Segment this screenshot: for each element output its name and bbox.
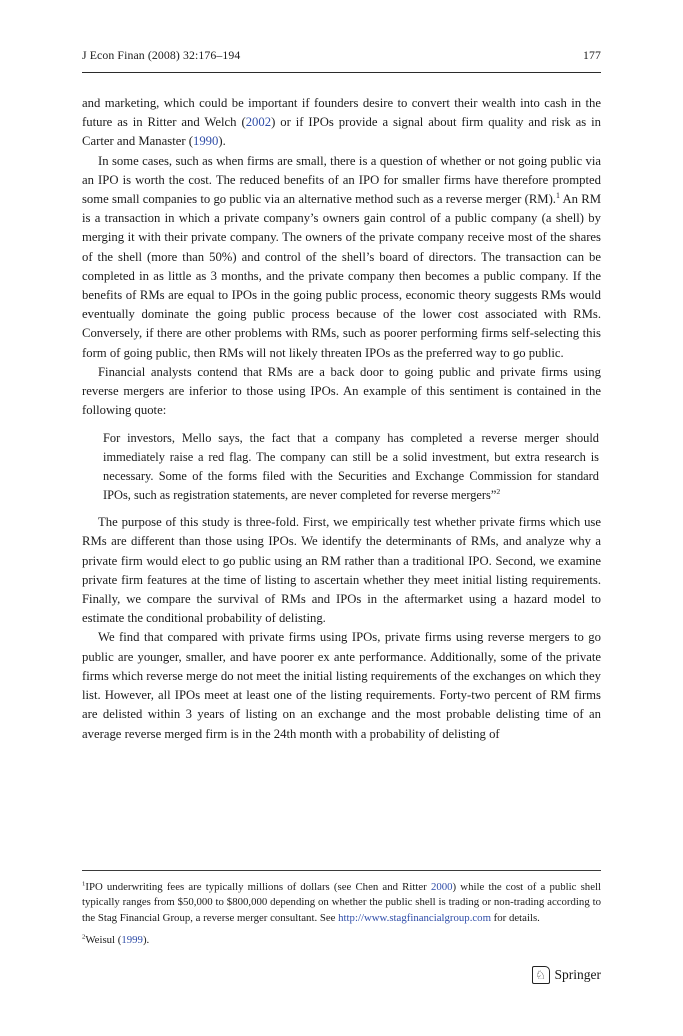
citation-link[interactable]: http://www.stagfinancialgroup.com xyxy=(338,911,491,924)
block-quote xyxy=(103,429,599,504)
text-run: ) or if IPOs provide a signal about firm quality and risk as in Carter and Manaster ( xyxy=(82,115,601,149)
citation-link[interactable]: 1990 xyxy=(192,134,219,149)
paragraph-findings xyxy=(82,628,601,743)
article-body xyxy=(82,94,601,744)
text-run: We find that compared with private firms using IPOs, private firms using reverse mergers to go public are younger, smaller, and have poorer ex ante performance. Additionally, some of the private firms which reverse merge do not meet the initial listing requirements of the exchanges on which they list. However, all IPOs meet at least one of the listing requirements. Forty-two percent of RM firms are delisted within 3 years of listing on an exchange and the most probable delisting time of an average reverse merged firm is in the 24th month with a probability of delisting of xyxy=(82,630,601,741)
text-run: Weisul ( xyxy=(85,933,122,946)
text-run: Financial analysts contend that RMs are a back door to going public and private firms using reverse mergers are inferior to those using IPOs. An example of this sentiment is contained in the following quote: xyxy=(82,364,601,418)
text-run: An RM is a transaction in which a private company’s owners gain control of a public company (a shell) by merging it with their private company. The owners of the private company receive most of the shares of the shell (more than 50%) and control of the shell’s board of directors. The transaction can be completed in as little as 3 months, and the private company then becomes a public company. If the benefits of RMs are equal to IPOs in the going public process, economic theory suggests RMs would eventually dominate the going public process because of the lower cost associated with RMs. Conversely, if there are other problems with RMs, such as poorer performing firms self-selecting this form of going public, then RMs will not likely threaten IPOs as the preferred way to go public. xyxy=(82,192,601,360)
footnote-section xyxy=(82,870,601,948)
footnote-2 xyxy=(82,933,601,948)
text-run: ) while the cost of a public shell typically ranges from $50,000 to $800,000 depending on whether the public shell is trading or non-trading according to the Stag Financial Group, a reverse merger consultant. See xyxy=(82,881,601,924)
citation-link[interactable]: 2002 xyxy=(245,115,272,130)
citation-link[interactable]: 2000 xyxy=(430,881,453,893)
footnote-divider xyxy=(82,870,601,871)
paragraph-continuation xyxy=(82,94,601,152)
page-number: 177 xyxy=(583,48,601,62)
text-run: In some cases, such as when firms are small, there is a question of whether or not going public via an IPO is worth the cost. The reduced benefits of an IPO for smaller firms have therefore prompted some small companies to go public via an alternative method such as a reverse merger (RM). xyxy=(82,153,601,207)
text-run: For investors, Mello says, the fact that a company has completed a reverse merger should immediately raise a red flag. The company can still be a solid investment, but extra research is necessary. Some of the forms filed with the Securities and Exchange Commission for standard IPOs, such as registration statements, are never completed for reverse mergers” xyxy=(103,431,599,502)
footnote-marker: 1 xyxy=(555,190,560,200)
springer-knight-glyph: ♘ xyxy=(535,968,546,982)
text-run: and marketing, which could be important if founders desire to convert their wealth into cash in the future as in Ritter and Welch ( xyxy=(82,96,601,130)
footnote-1 xyxy=(82,880,601,926)
publisher-name: Springer xyxy=(554,967,601,982)
paragraph-analysts xyxy=(82,363,601,421)
text-run: The purpose of this study is three-fold. First, we empirically test whether private firms which use RMs are different than those using IPOs. We identify the determinants of RMs, and analyze why a private firm would elect to go public using an RM rather than a traditional IPO. Second, we examine private firm features at the time of listing to ascertain whether they meet initial listing requirements. Finally, we compare the survival of RMs and IPOs in the aftermarket using a hazard model to estimate the conditional probability of delisting. xyxy=(82,515,601,626)
journal-reference: J Econ Finan (2008) 32:176–194 xyxy=(82,48,241,62)
paragraph-small-firms xyxy=(82,152,601,363)
citation-link[interactable]: 1999 xyxy=(121,933,143,946)
publisher-footer xyxy=(532,966,602,984)
springer-logo-icon xyxy=(532,966,550,984)
footnote-marker: 2 xyxy=(82,933,86,941)
footnote-marker: 1 xyxy=(82,880,86,888)
page-header xyxy=(82,48,601,63)
text-run: for details. xyxy=(490,911,540,924)
footnote-marker: 2 xyxy=(496,486,501,496)
text-run: IPO underwriting fees are typically millions of dollars (see Chen and Ritter xyxy=(85,881,431,893)
text-run: ). xyxy=(218,134,226,149)
header-divider xyxy=(82,72,601,73)
text-run: ). xyxy=(142,933,150,946)
paragraph-purpose xyxy=(82,513,601,628)
